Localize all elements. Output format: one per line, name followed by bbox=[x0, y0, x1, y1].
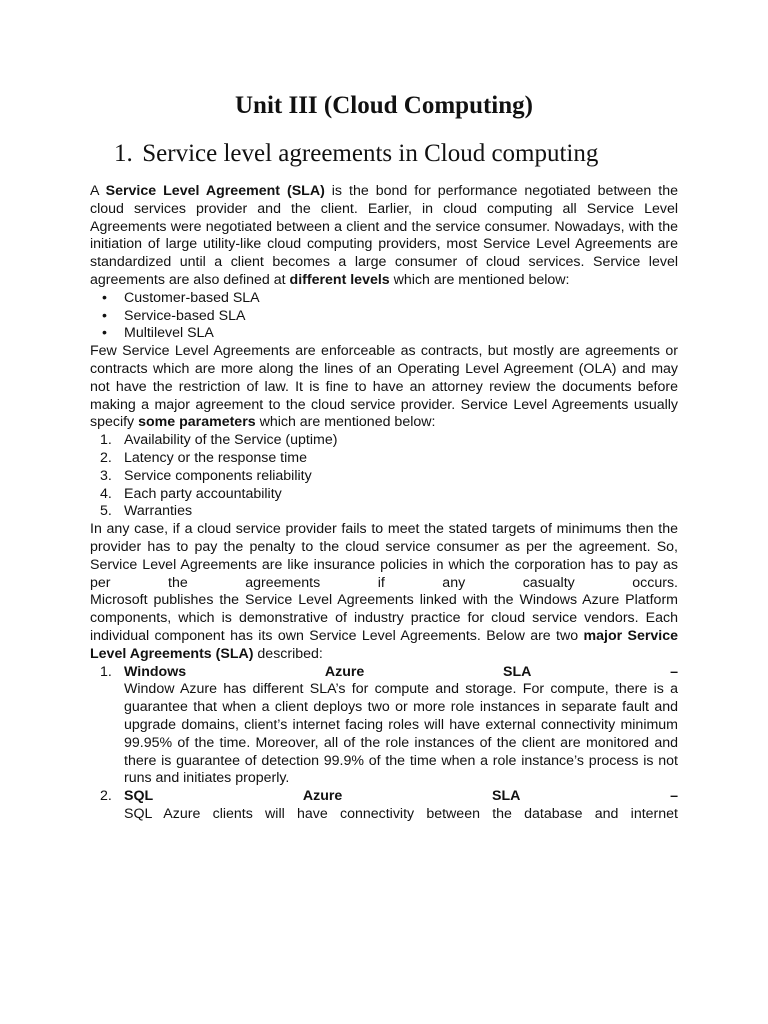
sla-levels-list bbox=[90, 290, 678, 343]
list-item bbox=[90, 486, 678, 504]
list-item bbox=[90, 788, 678, 824]
major-sla-text: Window Azure has different SLA’s for compute and storage. For compute, there is a guarantee that when a client deploys two or more role instances in separate fault and upgrade domains, client’s internet facing roles will have external connectivity minimum 99.95% of the time. Moreover, all of the role instances of the client are monitored and there is guarantee of detection 99.9% of the time when a role instance’s process is not runs and initiates properly. bbox=[124, 681, 678, 787]
heading-dash: – bbox=[670, 788, 678, 805]
heading-word: Windows bbox=[124, 663, 187, 680]
para3-major-bold: major Service Level Agreements (SLA) bbox=[90, 627, 678, 662]
bullet-icon: • bbox=[102, 289, 107, 306]
heading-word: SQL bbox=[124, 788, 154, 805]
list-item-text: Multilevel SLA bbox=[124, 325, 214, 342]
para2-text: Few Service Level Agreements are enforceable as contracts, but mostly are agreements or contracts which are more along the lines of an Operating Level Agreement (OLA) and may not have the restriction of law. It is fine to have an attorney review the documents before making a major agreement to the cloud service provider. Service Level Agreements usually specify bbox=[90, 343, 678, 431]
list-item bbox=[90, 325, 678, 343]
heading-word: Azure bbox=[324, 663, 365, 680]
list-item-text: Service-based SLA bbox=[124, 307, 246, 324]
intro-text-end: which are mentioned below: bbox=[389, 271, 570, 288]
major-sla-heading bbox=[124, 788, 678, 806]
section-number: 1. bbox=[114, 140, 133, 167]
list-item-text: Latency or the response time bbox=[124, 449, 307, 466]
para2-text-end: which are mentioned below: bbox=[255, 414, 436, 431]
list-item-text: Service components reliability bbox=[124, 467, 312, 484]
para3-text: Microsoft publishes the Service Level Agreements linked with the Windows Azure Platform components, which is demonstrative of industry practice for cloud service vendors. Each individual component has its own Service Level Agreements. Below are two bbox=[90, 592, 678, 644]
document-title: Unit III (Cloud Computing) bbox=[235, 92, 533, 119]
intro-text-rest: is the bond for performance negotiated between the cloud services provider and the client. Earlier, in cloud computing all Service Level Agreements were negotiated between a client and the service consumer. Nowadays, with the initiation of large utility-like cloud computing providers, most Service Level Agreements are standardized until a client becomes a large consumer of cloud services. Service level agreements are also defined at bbox=[90, 183, 679, 288]
list-number: 3. bbox=[100, 467, 112, 484]
heading-word: Azure bbox=[302, 788, 343, 805]
list-item bbox=[90, 468, 678, 486]
list-item-text: Availability of the Service (uptime) bbox=[124, 432, 338, 449]
list-item-text: Each party accountability bbox=[124, 485, 282, 502]
major-sla-list bbox=[90, 664, 678, 824]
list-number: 4. bbox=[100, 485, 112, 502]
list-item bbox=[90, 450, 678, 468]
list-number: 2. bbox=[100, 449, 112, 466]
list-item bbox=[90, 290, 678, 308]
parameters-list bbox=[90, 432, 678, 521]
bullet-icon: • bbox=[102, 307, 107, 324]
para3-text-end: described: bbox=[253, 645, 323, 662]
para2-params-bold: some parameters bbox=[138, 414, 256, 431]
heading-dash: – bbox=[670, 663, 678, 680]
document-body bbox=[90, 183, 678, 824]
major-sla-text: SQL Azure clients will have connectivity between the database and internet bbox=[124, 805, 678, 822]
list-item bbox=[90, 432, 678, 450]
section-heading-text: Service level agreements in Cloud computing bbox=[142, 140, 599, 167]
intro-text-a: A bbox=[90, 183, 106, 199]
contracts-paragraph bbox=[90, 343, 678, 432]
list-item bbox=[90, 664, 678, 789]
section-heading bbox=[114, 140, 598, 168]
bullet-icon: • bbox=[102, 325, 107, 342]
intro-paragraph bbox=[90, 183, 678, 290]
list-item bbox=[90, 308, 678, 326]
major-sla-heading bbox=[124, 664, 678, 682]
list-item-text: Warranties bbox=[124, 503, 193, 520]
heading-word: SLA bbox=[492, 788, 521, 805]
list-item-text: Customer-based SLA bbox=[124, 289, 260, 306]
list-number: 1. bbox=[100, 663, 112, 680]
intro-sla-bold: Service Level Agreement (SLA) bbox=[105, 183, 325, 199]
intro-levels-bold: different levels bbox=[289, 271, 390, 288]
list-item bbox=[90, 503, 678, 521]
microsoft-paragraph bbox=[90, 592, 678, 663]
list-number: 1. bbox=[100, 432, 112, 449]
penalty-paragraph: In any case, if a cloud service provider fails to meet the stated targets of minimums then the provider has to pay the penalty to the cloud service consumer as per the agreement. So, Service Level Agreements are like insurance policies in which the corporation has to pay as per the agreements if any casualty occurs. bbox=[90, 521, 678, 591]
list-number: 5. bbox=[100, 503, 112, 520]
heading-word: SLA bbox=[503, 663, 532, 680]
list-number: 2. bbox=[100, 788, 112, 805]
